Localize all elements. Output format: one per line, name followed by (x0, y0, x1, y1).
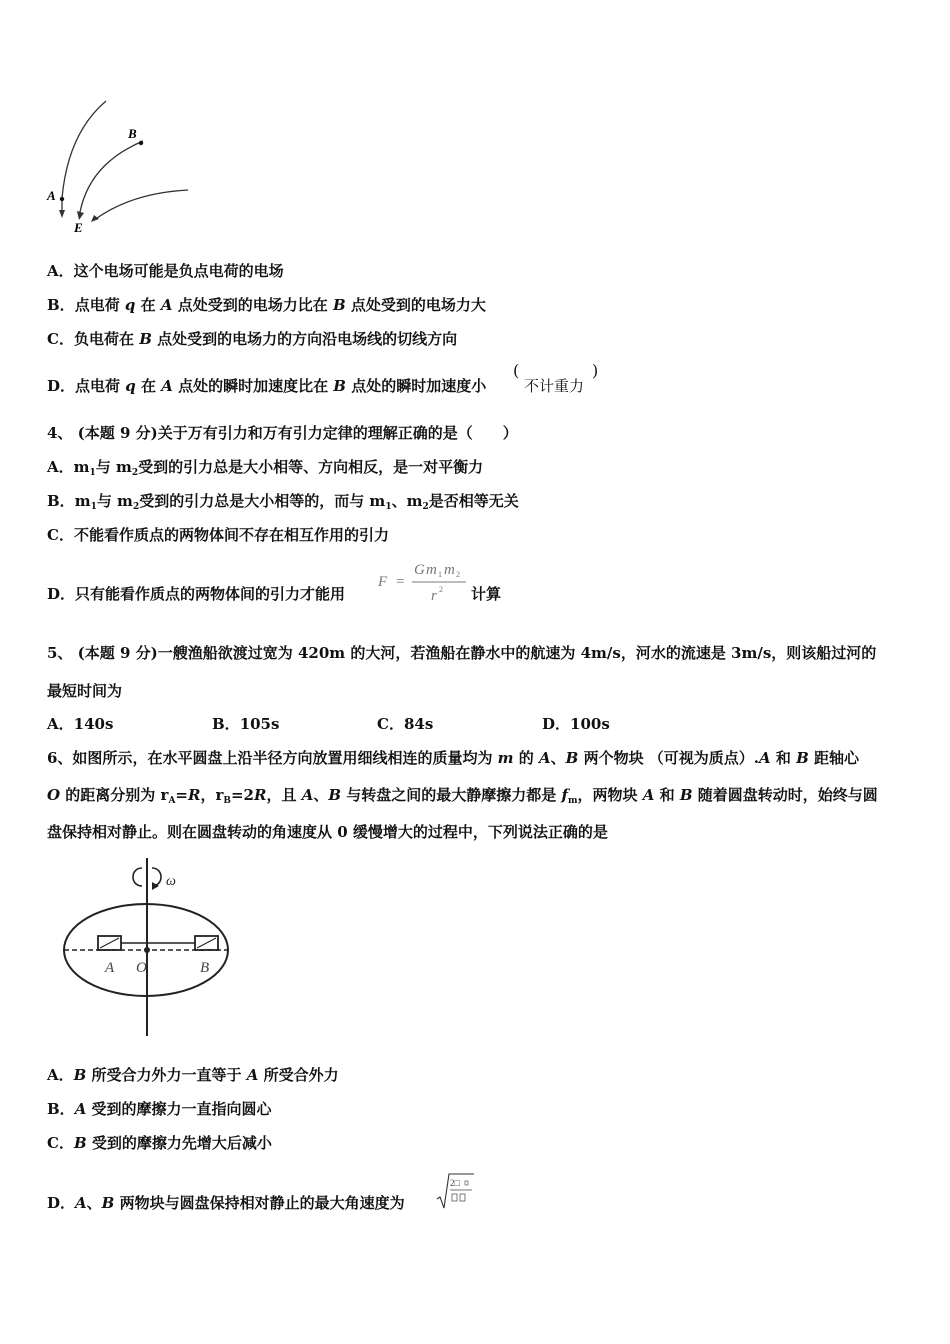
svg-text:2□: 2□ (450, 1178, 460, 1188)
q4-stem: 4、 (本题 9 分)关于万有引力和万有引力定律的理解正确的是（ ） (47, 424, 518, 442)
q4-option-a: A．$m_1$与 $m_2$受到的引力总是大小相等、方向相反，是一对平衡力 (47, 458, 484, 478)
q3-d-paren-close: ) (592, 361, 599, 380)
point-b (139, 141, 143, 145)
q3-option-c: C．负电荷在 B 点处受到的电场力的方向沿电场线的切线方向 (47, 330, 458, 348)
formula-lhs: F (378, 574, 388, 590)
q4-option-d: D．只有能看作质点的两物体间的引力才能用 (47, 585, 346, 603)
formula-eq: = (396, 574, 405, 590)
q5-option-a: A．140s (47, 715, 114, 733)
formula-numerator-g: G (414, 562, 425, 578)
label-b: B (200, 960, 210, 976)
q6-option-d: D．A、B 两物块与圆盘保持相对静止的最大角速度为 (47, 1194, 405, 1212)
q4-option-b: B．$m_1$与 $m_2$受到的引力总是大小相等的，而与 $m_1$、$m_2$是否相等无关 (47, 492, 519, 512)
q5-option-c: C．84s (377, 715, 434, 733)
formula-denominator-r: r (431, 588, 437, 604)
point-a (60, 197, 64, 201)
q6-stem-line1: 6、如图所示，在水平圆盘上沿半径方向放置用细线相连的质量均为 m 的 A、B 两个物块 （可视为质点）.A 和 B 距轴心 (47, 749, 860, 767)
q4-d-suffix: 计算 (471, 585, 502, 603)
q6-stem-line2: O 的距离分别为 $r_A=R$，$r_B=2R$，且 A、B 与转盘之间的最大静摩擦力都是 $f_m$，两物块 A 和 B 随着圆盘转动时，始终与圆 (47, 786, 878, 806)
q3-d-paren-open: ( (513, 361, 520, 380)
q6-stem-line3: 盘保持相对静止。则在圆盘转动的角速度从 0 缓慢增大的过程中，下列说法正确的是 (47, 823, 608, 841)
field-lines-figure (40, 95, 200, 240)
label-o: O (136, 960, 147, 976)
label-e: E (74, 220, 83, 235)
q3-d-note: 不计重力 (524, 377, 585, 395)
formula-numerator-m2: m (444, 562, 455, 578)
arrow-head-a (59, 210, 65, 218)
formula-sub-1: 1 (438, 570, 442, 579)
rotating-disk-figure (58, 852, 238, 1040)
label-a: A (47, 188, 56, 203)
q4-option-c: C．不能看作质点的两物体间不存在相互作用的引力 (47, 526, 389, 544)
field-line-c (97, 190, 188, 218)
q3-option-d: D．点电荷 q 在 A 点处的瞬时加速度比在 B 点处的瞬时加速度小 (47, 377, 487, 395)
formula-sub-2: 2 (456, 570, 460, 579)
q6-option-c: C．B 受到的摩擦力先增大后减小 (47, 1134, 272, 1152)
block-b-hatch (197, 938, 216, 948)
gravitation-formula (376, 558, 471, 608)
arrow-head-b (77, 211, 84, 220)
q5-stem-line2: 最短时间为 (47, 682, 123, 700)
block-a-hatch (100, 938, 119, 948)
sqrt-formula-icon (436, 1168, 476, 1214)
omega-label: ω (166, 874, 176, 889)
field-line-a (62, 101, 106, 210)
q5-option-b: B．105s (212, 715, 280, 733)
formula-numerator-m1: m (426, 562, 437, 578)
q3-option-b: B．点电荷 q 在 A 点处受到的电场力比在 B 点处受到的电场力大 (47, 296, 486, 314)
field-line-b (80, 141, 143, 212)
label-a: A (105, 960, 115, 976)
arrow-head-c (91, 215, 99, 222)
formula-exp-2: 2 (439, 585, 443, 594)
label-b: B (128, 126, 137, 141)
q3-option-a: A．这个电场可能是负点电荷的电场 (47, 262, 284, 280)
center-o (144, 947, 150, 953)
q6-option-b: B．A 受到的摩擦力一直指向圆心 (47, 1100, 272, 1118)
q5-stem-line1: 5、 (本题 9 分)一艘渔船欲渡过宽为 420m 的大河，若渔船在静水中的航速为 4m/s，河水的流速是 3m/s，则该船过河的 (47, 644, 877, 662)
q6-option-a: A．B 所受合力外力一直等于 A 所受合外力 (47, 1066, 339, 1084)
q5-option-d: D．100s (542, 715, 610, 733)
